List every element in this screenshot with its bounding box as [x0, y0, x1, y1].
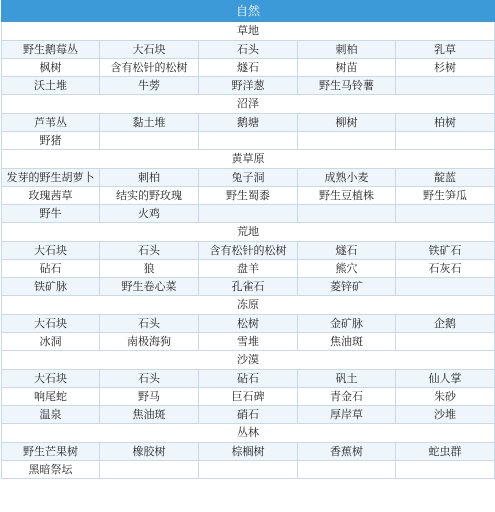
section-title: 沙漠: [2, 351, 495, 370]
table-cell: 南极海狗: [100, 333, 199, 351]
table-cell: 冰洞: [2, 333, 100, 351]
table-cell: 石头: [199, 41, 298, 59]
table-cell: 松树: [199, 315, 298, 333]
table-cell: 大石块: [2, 242, 100, 260]
table-cell: [199, 461, 298, 479]
table-cell: 砧石: [199, 370, 298, 388]
table-cell: 石头: [100, 242, 199, 260]
table-cell: 柏树: [396, 114, 495, 132]
table-cell: 沃土堆: [2, 77, 100, 95]
table-cell: 大石块: [100, 41, 199, 59]
table-row: [2, 132, 495, 150]
table-cell: 企鹅: [396, 315, 495, 333]
table-cell: 含有松针的松树: [100, 59, 199, 77]
table-row: [2, 169, 495, 187]
nature-table-body: [2, 1, 495, 479]
table-cell: 硝石: [199, 406, 298, 424]
table-cell: 燧石: [298, 242, 396, 260]
table-cell: 野生笋瓜: [396, 187, 495, 205]
table-cell: 成熟小麦: [298, 169, 396, 187]
table-row: [2, 443, 495, 461]
table-cell: 杉树: [396, 59, 495, 77]
table-cell: [396, 333, 495, 351]
table-cell: 含有松针的松树: [199, 242, 298, 260]
table-cell: 响尾蛇: [2, 388, 100, 406]
table-cell: [100, 132, 199, 150]
table-cell: 靛蓝: [396, 169, 495, 187]
table-row: [2, 59, 495, 77]
table-row: [2, 333, 495, 351]
table-row: [2, 406, 495, 424]
table-cell: 乳草: [396, 41, 495, 59]
section-header-row: [2, 22, 495, 41]
table-cell: 铁矿石: [396, 242, 495, 260]
section-title: 沼泽: [2, 95, 495, 114]
table-cell: 野生芒果树: [2, 443, 100, 461]
table-cell: 石头: [100, 370, 199, 388]
table-row: [2, 242, 495, 260]
section-header-row: [2, 150, 495, 169]
table-cell: 野生马铃薯: [298, 77, 396, 95]
table-row: [2, 41, 495, 59]
table-cell: [396, 278, 495, 296]
table-cell: [298, 205, 396, 223]
table-cell: 雪堆: [199, 333, 298, 351]
table-cell: 焦油斑: [100, 406, 199, 424]
table-cell: 石头: [100, 315, 199, 333]
table-cell: 牛蒡: [100, 77, 199, 95]
table-cell: [396, 461, 495, 479]
table-cell: 发芽的野生胡萝卜: [2, 169, 100, 187]
table-cell: [396, 77, 495, 95]
title-row: [2, 1, 495, 22]
table-cell: 温泉: [2, 406, 100, 424]
section-header-row: [2, 351, 495, 370]
section-title: 黄草原: [2, 150, 495, 169]
table-cell: 蛇虫群: [396, 443, 495, 461]
table-cell: 兔子洞: [199, 169, 298, 187]
section-header-row: [2, 424, 495, 443]
table-cell: 野生蜀黍: [199, 187, 298, 205]
table-cell: 野生豆植株: [298, 187, 396, 205]
table-cell: 橡胶树: [100, 443, 199, 461]
table-cell: 野牛: [2, 205, 100, 223]
table-cell: 火鸡: [100, 205, 199, 223]
table-cell: 棕榈树: [199, 443, 298, 461]
table-cell: 朱砂: [396, 388, 495, 406]
table-cell: 大石块: [2, 315, 100, 333]
table-cell: 野生卷心菜: [100, 278, 199, 296]
table-cell: 黑暗祭坛: [2, 461, 100, 479]
table-row: [2, 114, 495, 132]
table-cell: [298, 461, 396, 479]
table-cell: 玫瑰茜草: [2, 187, 100, 205]
table-cell: 黏土堆: [100, 114, 199, 132]
table-cell: 菱锌矿: [298, 278, 396, 296]
table-row: [2, 315, 495, 333]
table-cell: 砧石: [2, 260, 100, 278]
table-row: [2, 278, 495, 296]
table-cell: 盘羊: [199, 260, 298, 278]
table-cell: [396, 205, 495, 223]
table-row: [2, 388, 495, 406]
table-cell: 刺柏: [298, 41, 396, 59]
table-cell: 铁矿脉: [2, 278, 100, 296]
section-header-row: [2, 95, 495, 114]
table-cell: 芦苇丛: [2, 114, 100, 132]
section-title: 冻原: [2, 296, 495, 315]
table-cell: 野猪: [2, 132, 100, 150]
table-cell: 野马: [100, 388, 199, 406]
table-cell: 野洋葱: [199, 77, 298, 95]
table-cell: 巨石碑: [199, 388, 298, 406]
nature-table: [1, 0, 494, 479]
table-cell: 野生鹅莓丛: [2, 41, 100, 59]
table-row: [2, 370, 495, 388]
table-title: 自然: [2, 1, 495, 22]
table-row: [2, 77, 495, 95]
table-cell: 厚岸草: [298, 406, 396, 424]
table-cell: 大石块: [2, 370, 100, 388]
table-row: [2, 205, 495, 223]
table-cell: 香蕉树: [298, 443, 396, 461]
table-cell: 枫树: [2, 59, 100, 77]
table-cell: 焦油斑: [298, 333, 396, 351]
section-title: 草地: [2, 22, 495, 41]
table-cell: [298, 132, 396, 150]
table-cell: 狼: [100, 260, 199, 278]
table-cell: 青金石: [298, 388, 396, 406]
table-cell: 熊穴: [298, 260, 396, 278]
table-cell: [396, 132, 495, 150]
table-cell: 仙人掌: [396, 370, 495, 388]
table-row: [2, 260, 495, 278]
table-cell: 树苗: [298, 59, 396, 77]
table-cell: 燧石: [199, 59, 298, 77]
table-cell: 刺柏: [100, 169, 199, 187]
table-cell: 沙堆: [396, 406, 495, 424]
section-title: 荒地: [2, 223, 495, 242]
table-cell: [199, 132, 298, 150]
table-cell: 鹅塘: [199, 114, 298, 132]
table-cell: 孔雀石: [199, 278, 298, 296]
table-cell: 金矿脉: [298, 315, 396, 333]
table-row: [2, 187, 495, 205]
table-cell: 石灰石: [396, 260, 495, 278]
section-header-row: [2, 223, 495, 242]
table-cell: 柳树: [298, 114, 396, 132]
table-cell: [100, 461, 199, 479]
table-cell: 结实的野玫瑰: [100, 187, 199, 205]
table-cell: [199, 205, 298, 223]
section-header-row: [2, 296, 495, 315]
table-row: [2, 461, 495, 479]
table-cell: 矾土: [298, 370, 396, 388]
section-title: 丛林: [2, 424, 495, 443]
